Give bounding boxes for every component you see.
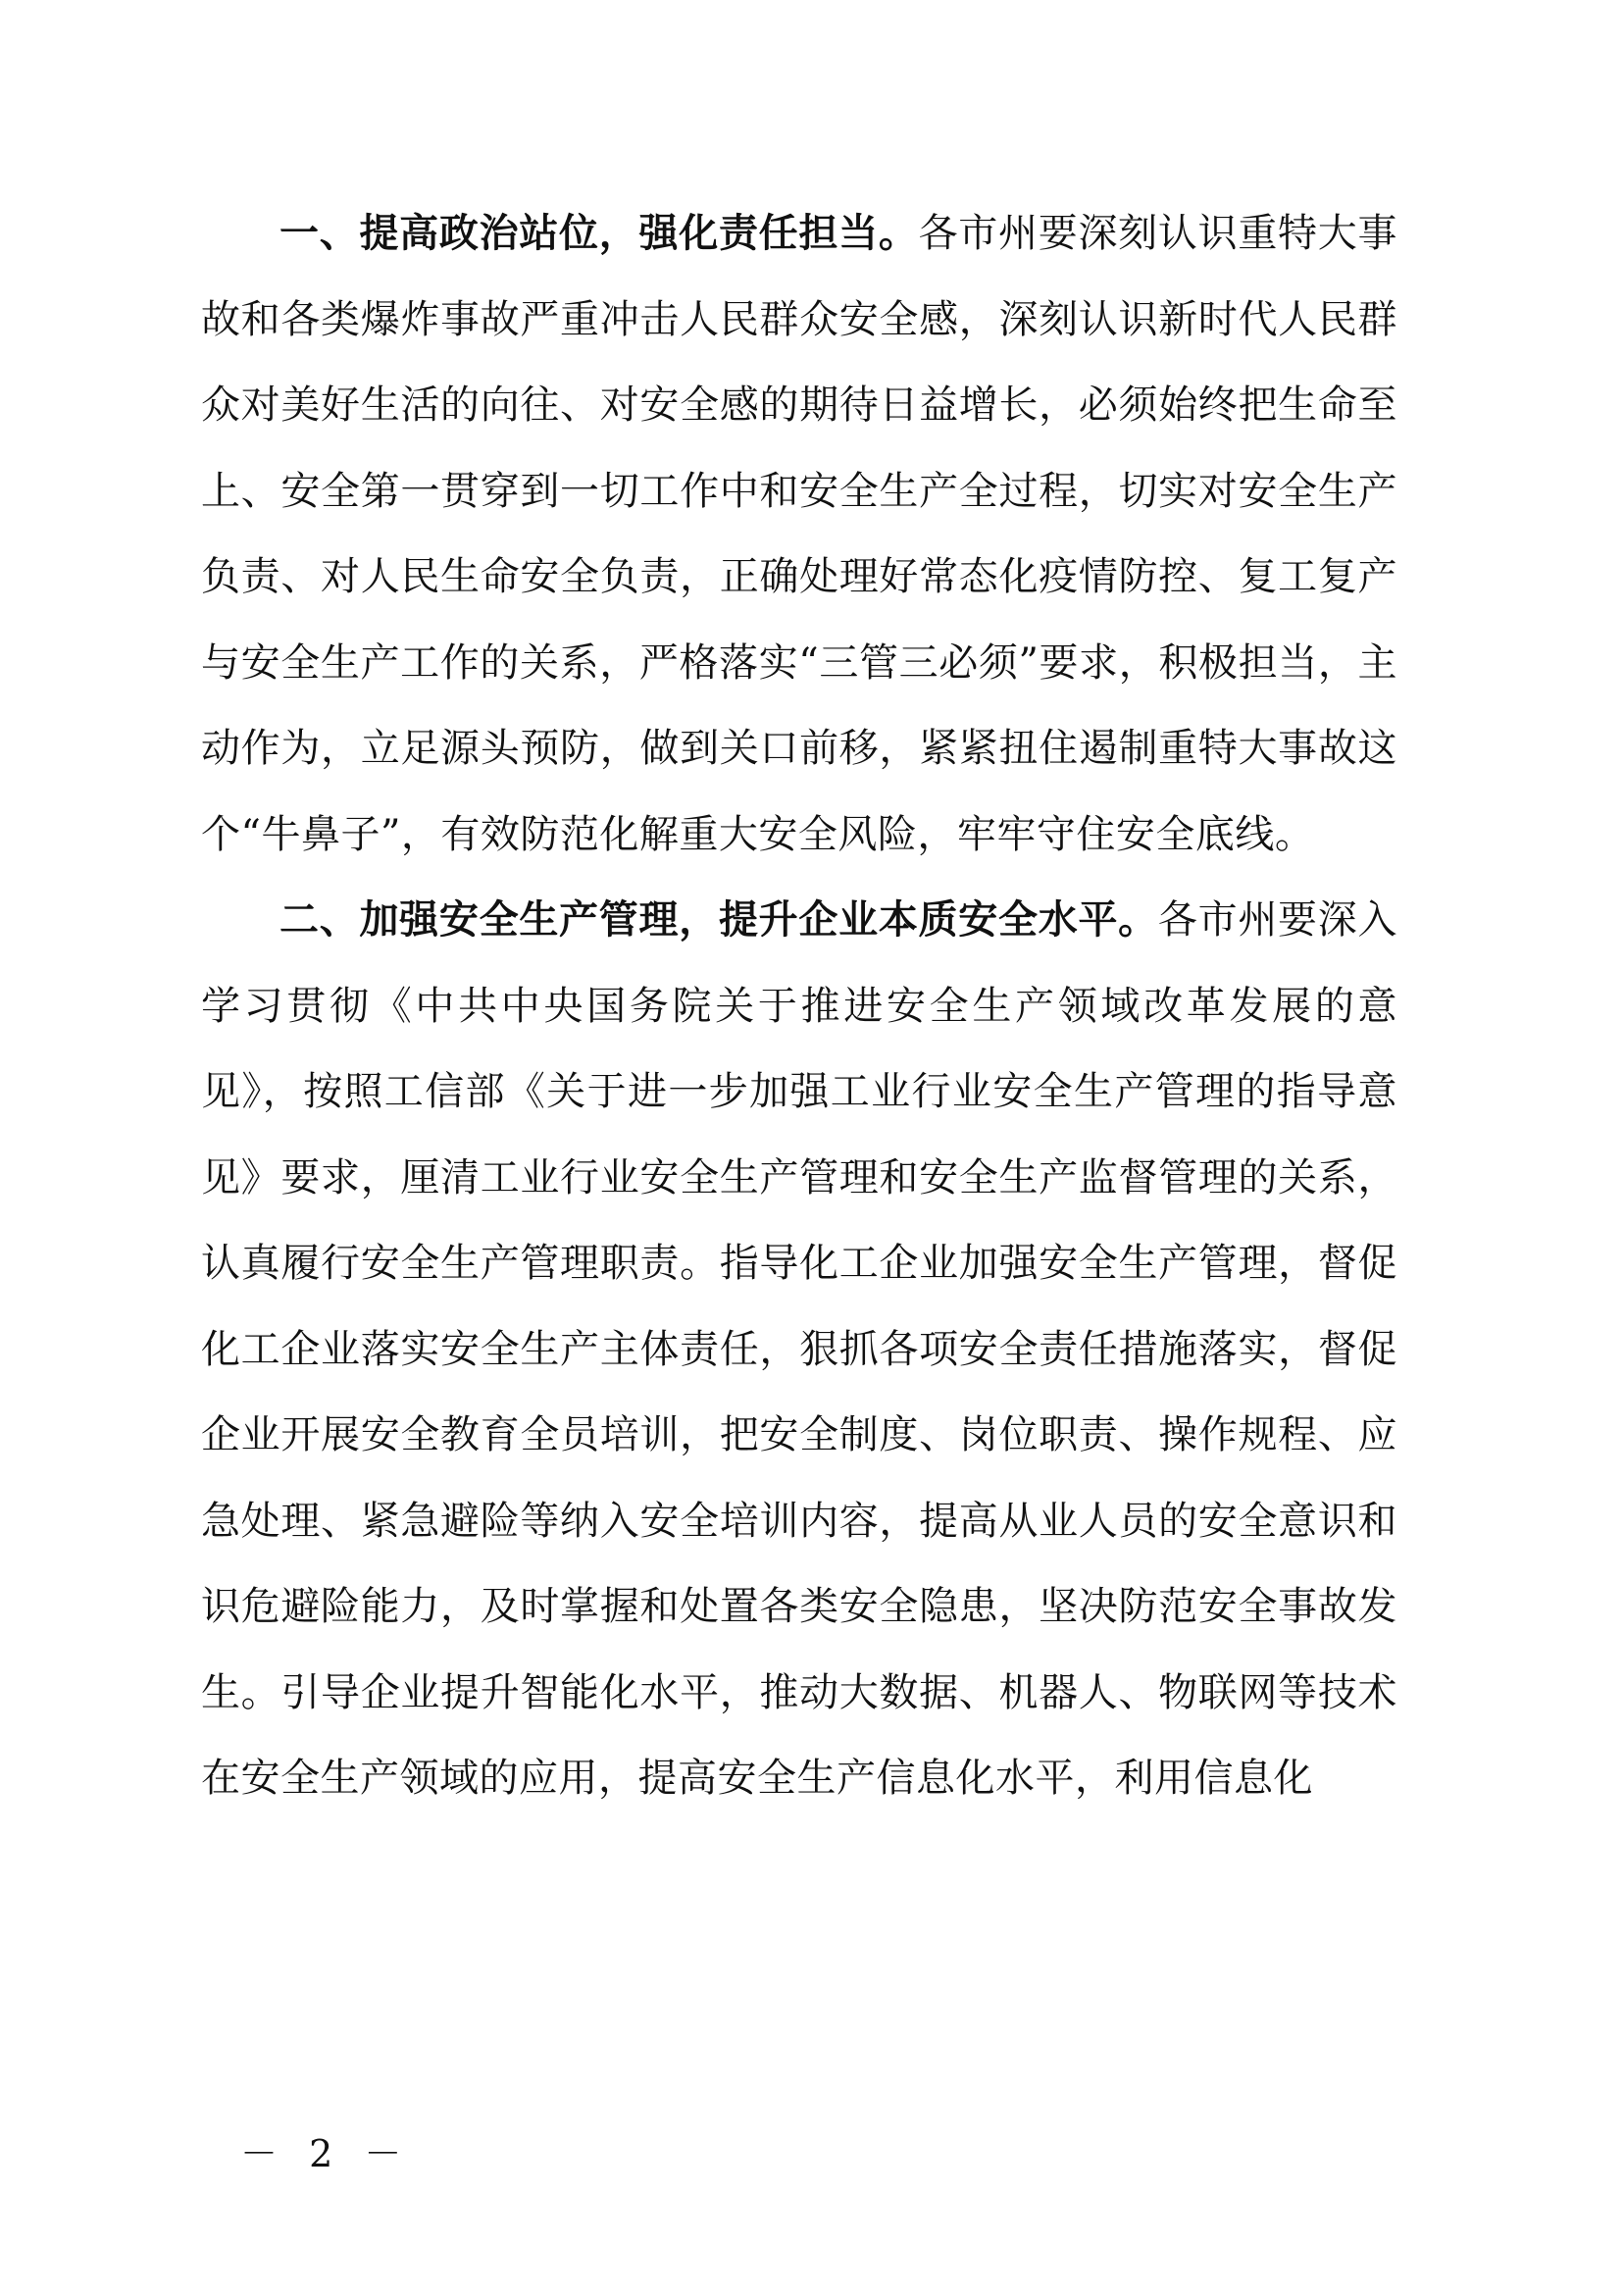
paragraph-2 bbox=[201, 878, 1397, 1822]
paragraph-1-heading: 一、提高政治站位，强化责任担当。 bbox=[279, 211, 919, 256]
document-body bbox=[201, 191, 1397, 1822]
paragraph-2-text: 各市州要深入学习贯彻《中共中央国务院关于推进安全生产领域改革发展的意见》，按照工信部《关于进一步加强工业行业安全生产管理的指导意见》要求，厘清工业行业安全生产管理和安全生产监督管理的关系，认真履行安全生产管理职责。指导化工企业加强安全生产管理，督促化工企业落实安全生产主体责任，狠抓各项安全责任措施落实，督促企业开展安全教育全员培训，把安全制度、岗位职责、操作规程、应急处理、紧急避险等纳入安全培训内容，提高从业人员的安全意识和识危避险能力，及时掌握和处置各类安全隐患，坚决防范安全事故发生。引导企业提升智能化水平，推动大数据、机器人、物联网等技术在安全生产领域的应用，提高安全生产信息化水平，利用信息化 bbox=[201, 897, 1398, 1801]
paragraph-1-text: 各市州要深刻认识重特大事故和各类爆炸事故严重冲击人民群众安全感，深刻认识新时代人民群众对美好生活的向往、对安全感的期待日益增长，必须始终把生命至上、安全第一贯穿到一切工作中和安全生产全过程，切实对安全生产负责、对人民生命安全负责，正确处理好常态化疫情防控、复工复产与安全生产工作的关系，严格落实“三管三必须”要求，积极担当，主动作为，立足源头预防，做到关口前移，紧紧扭住遏制重特大事故这个“牛鼻子”，有效防范化解重大安全风险，牢牢守住安全底线。 bbox=[201, 211, 1398, 857]
page-number: － 2 － bbox=[240, 2132, 412, 2175]
paragraph-2-heading: 二、加强安全生产管理，提升企业本质安全水平。 bbox=[279, 897, 1158, 943]
paragraph-1 bbox=[201, 191, 1397, 878]
